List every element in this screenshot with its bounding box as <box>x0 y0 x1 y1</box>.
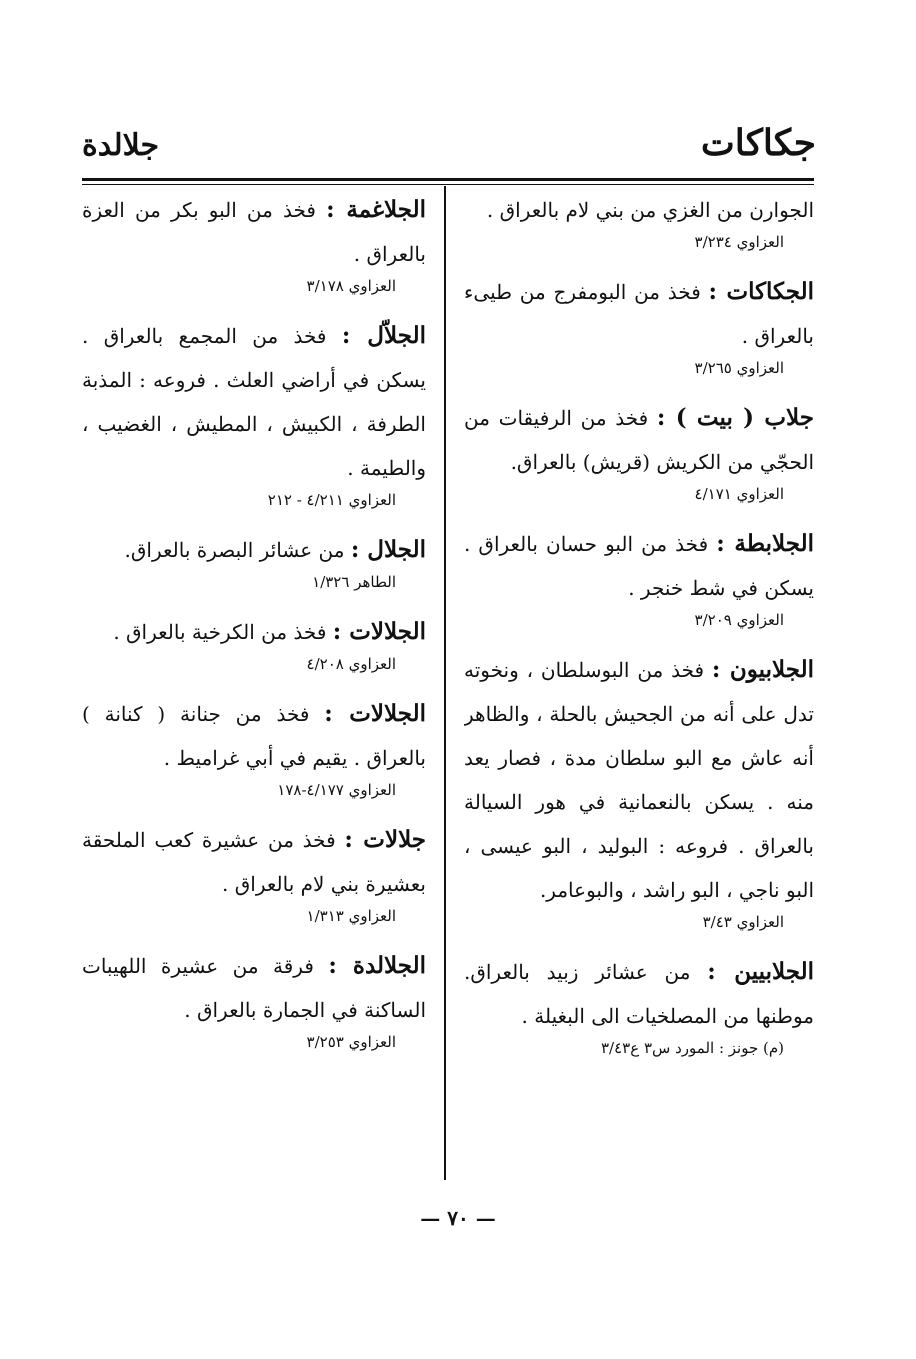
entry <box>464 270 814 382</box>
entry-reference: الطاهر ١/٣٢٦ <box>312 573 396 591</box>
entry <box>464 522 814 634</box>
header-rule-thick <box>82 178 814 181</box>
entry-body: فخذ من البوسلطان ، ونخوته تدل على أنه من الجحيش بالحلة ، والظاهر أنه عاش مع البو سلطان مدة ، فصار يعد منه . يسكن بالنعمانية في هور السيالة بالعراق . فروعه : البوليد ، البو عيسى ، البو ناجي ، البو راشد ، والبوعامر. <box>464 658 814 902</box>
entry <box>82 314 426 514</box>
entry-reference: العزاوي ٣/١٧٨ <box>306 277 396 295</box>
entry <box>464 188 814 256</box>
right-column <box>464 188 814 1178</box>
entry-body: فخذ من البو حسان بالعراق . يسكن في شط خنجر . <box>464 532 814 600</box>
column-divider <box>444 186 446 1180</box>
entry-head: جلاب ( بيت ) : <box>656 404 814 431</box>
entry-body: فخذ من البو بكر من العزة بالعراق . <box>82 198 426 266</box>
entry <box>82 692 426 804</box>
left-column <box>82 188 426 1178</box>
entry-head: الجلالات : <box>324 700 426 727</box>
entry <box>464 396 814 508</box>
entry <box>464 648 814 936</box>
running-header-right: جكاكات <box>700 122 816 164</box>
entry-body: فخذ من الكرخية بالعراق . <box>113 620 327 644</box>
entry <box>82 528 426 596</box>
entry-head: الجلالات : <box>332 618 426 645</box>
entry-reference: العزاوي ٤/٢١١ - ٢١٢ <box>267 491 396 509</box>
entry-body: فخذ من الرفيقات من الحجّي من الكريش (قريش) بالعراق. <box>464 406 814 474</box>
entry-reference: العزاوي ٣/٢٦٥ <box>694 359 784 377</box>
entry <box>464 950 814 1062</box>
entry-body: الجوارن من الغزي من بني لام بالعراق . <box>486 198 814 222</box>
entry-reference: (م) جونز : المورد س٣ ع٣/٤٣ <box>601 1039 784 1057</box>
running-header-left: جلالدة <box>82 128 160 163</box>
entry-head: الجلاغمة : <box>326 196 426 223</box>
entry-body: فرقة من عشيرة اللهيبات الساكنة في الجمارة بالعراق . <box>82 954 426 1022</box>
entry-reference: العزاوي ١/٣١٣ <box>306 907 396 925</box>
entry-reference: العزاوي ٣/٢٣٤ <box>694 233 784 251</box>
entry-body: فخذ من المجمع بالعراق . يسكن في أراضي العلث . فروعه : المذبة الطرفة ، الكبيش ، المطيش ، الغضيب ، والطيمة . <box>82 324 426 480</box>
entry <box>82 610 426 678</box>
entry <box>82 818 426 930</box>
entry-head: الجلابطة : <box>716 530 814 557</box>
entry <box>82 944 426 1056</box>
entry-reference: العزاوي ٤/١٧٧-١٧٨ <box>277 781 396 799</box>
page-number: — ٧٠ — <box>420 1206 496 1230</box>
entry-head: الجلابيين : <box>707 958 814 985</box>
entry-body: من عشائر البصرة بالعراق. <box>124 538 345 562</box>
entry-head: الجكاكات : <box>708 278 814 305</box>
entry-reference: العزاوي ٣/٢٥٣ <box>306 1033 396 1051</box>
entry-reference: العزاوي ٣/٢٠٩ <box>694 611 784 629</box>
entry-head: الجلال : <box>350 536 426 563</box>
header-rule-thin <box>82 184 814 185</box>
entry-head: الجلالدة : <box>328 952 426 979</box>
entry-head: جلالات : <box>344 826 426 853</box>
entry-body: فخذ من البومفرج من طيىء بالعراق . <box>464 280 814 348</box>
entry-reference: العزاوي ٤/٢٠٨ <box>306 655 396 673</box>
entry-body: من عشائر زبيد بالعراق. موطنها من المصلخيات الى البغيلة . <box>464 960 814 1028</box>
entry-reference: العزاوي ٣/٤٣ <box>702 913 784 931</box>
entry-reference: العزاوي ٤/١٧١ <box>694 485 784 503</box>
entry-body: فخذ من جنانة ( كنانة ) بالعراق . يقيم في أبي غراميط . <box>82 702 426 770</box>
entry-head: الجلاّل : <box>341 322 426 349</box>
entry <box>82 188 426 300</box>
entry-body: فخذ من عشيرة كعب الملحقة بعشيرة بني لام بالعراق . <box>82 828 426 896</box>
entry-head: الجلابيون : <box>711 656 814 683</box>
